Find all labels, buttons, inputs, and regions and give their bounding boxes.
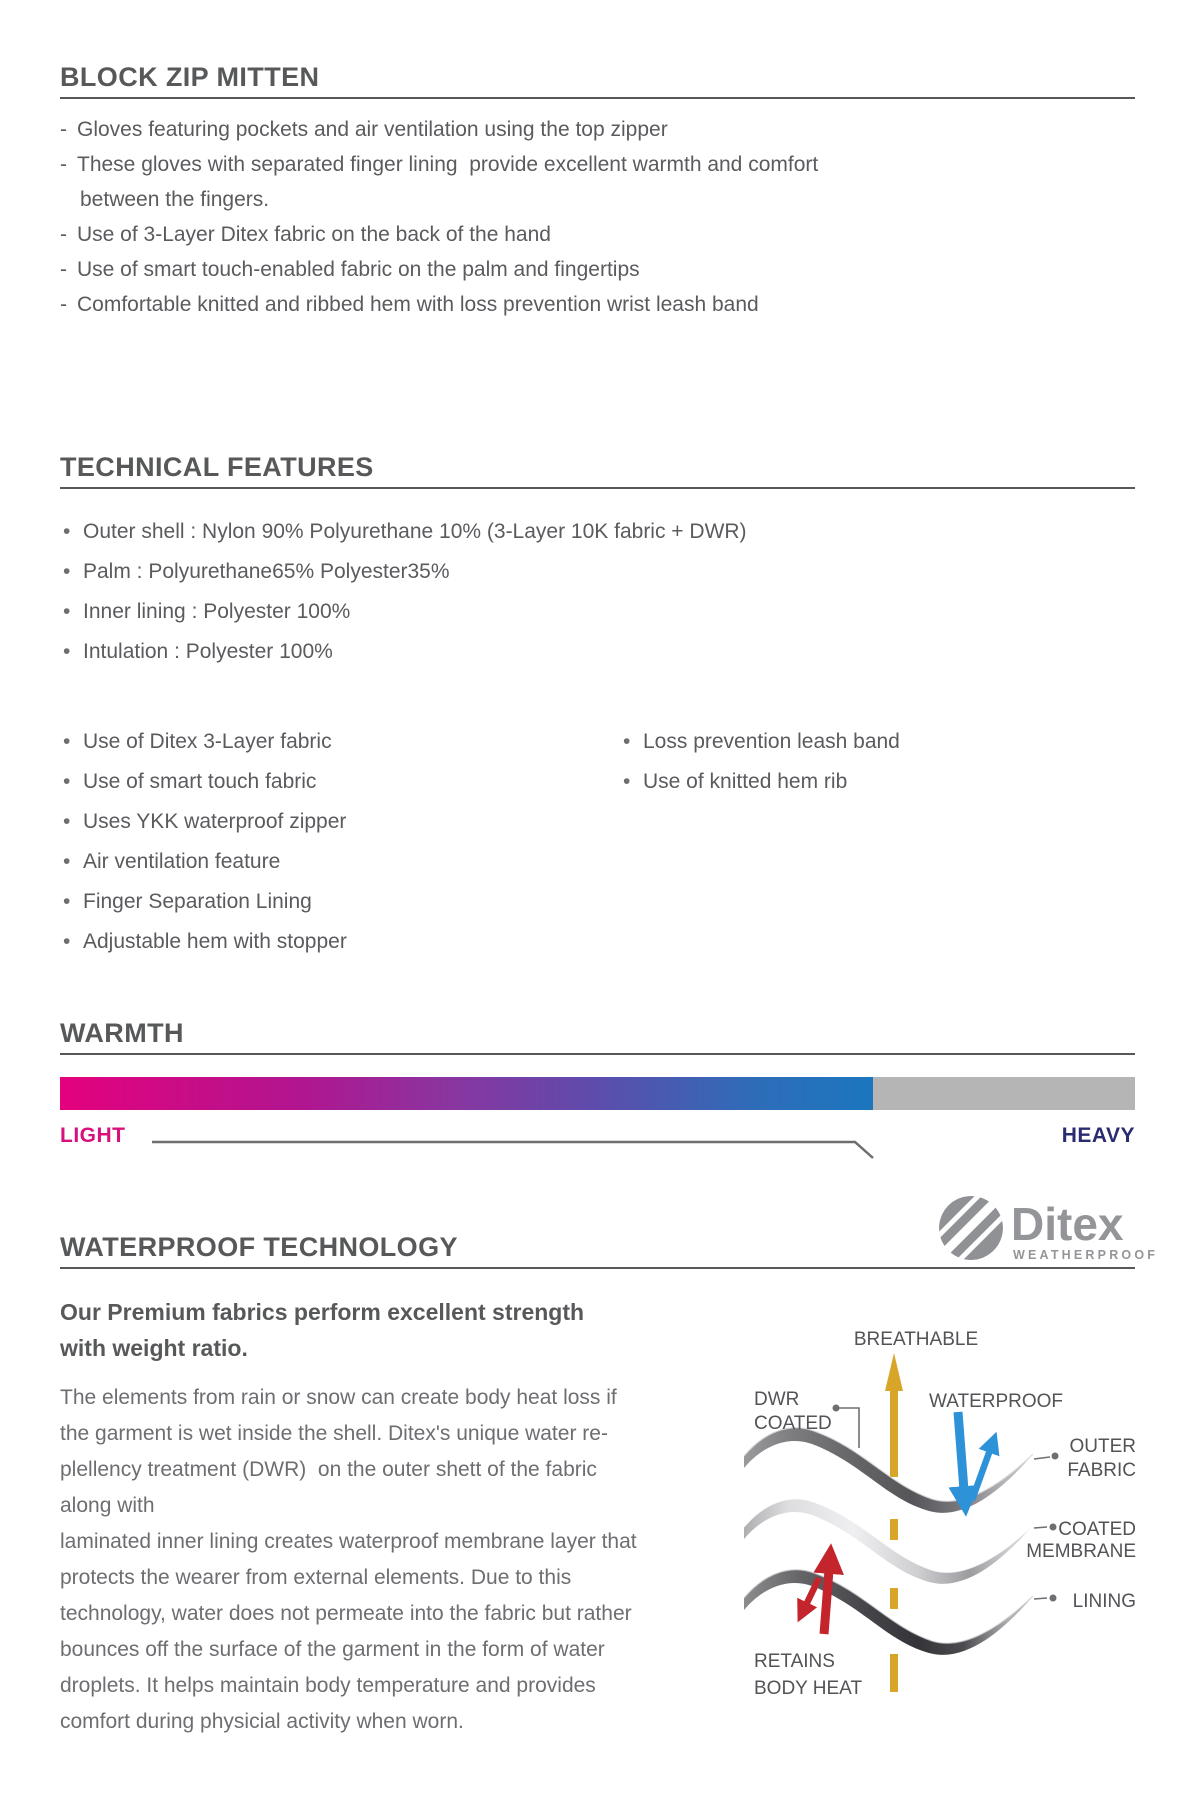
body-line: droplets. It helps maintain body temperature and provides — [60, 1674, 596, 1697]
breathable-arrow — [885, 1353, 903, 1692]
feature-text-continued: between the fingers. — [80, 188, 270, 211]
feature-bullet-item: • Use of knitted hem rib — [620, 762, 1100, 802]
body-line: plellency treatment (DWR) on the outer shett of the fabric — [60, 1458, 597, 1481]
retains-body-heat-label-line1: RETAINS — [754, 1651, 835, 1672]
material-item: • Inner lining : Polyester 100% — [60, 592, 1070, 632]
feature-bullet-item: • Uses YKK waterproof zipper — [60, 802, 580, 842]
feature-bullet-item: • Finger Separation Lining — [60, 882, 580, 922]
dwr-coated-label-line2: COATED — [754, 1413, 832, 1434]
body-line: bounces off the surface of the garment in the form of water — [60, 1638, 605, 1661]
material-item: • Intulation : Polyester 100% — [60, 632, 1070, 672]
waterproof-lead-text — [60, 1294, 620, 1366]
waterproof-arrows — [958, 1412, 990, 1500]
waterproof-title: WATERPROOF TECHNOLOGY — [60, 1232, 458, 1262]
warmth-title: WARMTH — [60, 1018, 184, 1048]
product-feature-item — [60, 217, 1070, 252]
product-title-header — [60, 60, 1135, 99]
product-feature-item — [60, 147, 1070, 217]
material-item: • Outer shell : Nylon 90% Polyurethane 10% (3-Layer 10K fabric + DWR) — [60, 512, 1070, 552]
warmth-light-label: LIGHT — [60, 1124, 126, 1147]
body-line: the garment is wet inside the shell. Ditex's unique water re- — [60, 1422, 608, 1445]
feature-bullets-left — [60, 722, 580, 962]
waterproof-body-text — [60, 1380, 635, 1740]
warmth-header — [60, 1016, 1135, 1055]
breathable-label: BREATHABLE — [853, 1329, 979, 1350]
material-item: • Palm : Polyurethane65% Polyester35% — [60, 552, 1070, 592]
lead-line: Our Premium fabrics perform excellent strength — [60, 1299, 585, 1325]
warmth-scale-bar — [60, 1077, 1135, 1110]
body-line: laminated inner lining creates waterproof membrane layer that — [60, 1530, 637, 1553]
lead-line: with weight ratio. — [60, 1335, 248, 1361]
page-title: BLOCK ZIP MITTEN — [60, 62, 320, 92]
dwr-coated-label-line1: DWR — [754, 1389, 800, 1410]
feature-bullets-right — [620, 722, 1100, 802]
body-line: comfort during physicial activity when worn. — [60, 1710, 464, 1733]
retains-body-heat-label-line2: BODY HEAT — [754, 1678, 863, 1699]
warmth-heavy-label: HEAVY — [1061, 1124, 1135, 1147]
fabric-layers-diagram — [640, 1150, 1140, 1710]
logo-brand-text: Ditex — [1011, 1198, 1124, 1250]
feature-bullet-item: • Adjustable hem with stopper — [60, 922, 580, 962]
feature-bullet-item: • Loss prevention leash band — [620, 722, 1100, 762]
materials-list — [60, 512, 1070, 672]
outer-fabric-label-line1: OUTER — [1069, 1436, 1136, 1457]
feature-bullet-item: • Use of Ditex 3-Layer fabric — [60, 722, 580, 762]
product-feature-item — [60, 112, 1070, 147]
product-feature-item — [60, 287, 1070, 322]
outer-fabric-label-line2: FABRIC — [1067, 1460, 1136, 1481]
technical-features-header — [60, 450, 1135, 489]
feature-text: Comfortable knitted and ribbed hem with loss prevention wrist leash band — [77, 293, 759, 316]
feature-text: These gloves with separated finger lining provide excellent warmth and comfort — [77, 153, 819, 176]
body-line: technology, water does not permeate into the fabric but rather — [60, 1602, 632, 1625]
product-feature-item — [60, 252, 1070, 287]
body-line: along with — [60, 1494, 155, 1517]
logo-tagline-text: WEATHERPROOF — [1013, 1248, 1159, 1262]
feature-text: Use of smart touch-enabled fabric on the palm and fingertips — [77, 258, 640, 281]
coated-membrane-label-line2: MEMBRANE — [1026, 1541, 1136, 1562]
body-line: protects the wearer from external elements. Due to this — [60, 1566, 572, 1589]
warmth-level-fill — [60, 1077, 873, 1110]
lining-layer — [744, 1570, 1033, 1655]
feature-text: Gloves featuring pockets and air ventilation using the top zipper — [77, 118, 668, 141]
feature-text: Use of 3-Layer Ditex fabric on the back of the hand — [77, 223, 551, 246]
waterproof-label: WATERPROOF — [928, 1391, 1064, 1412]
feature-bullet-item: • Use of smart touch fabric — [60, 762, 580, 802]
feature-bullet-item: • Air ventilation feature — [60, 842, 580, 882]
coated-membrane-label-line1: COATED — [1058, 1519, 1136, 1540]
body-line: The elements from rain or snow can create body heat loss if — [60, 1386, 617, 1409]
product-feature-list — [60, 112, 1070, 322]
technical-features-title: TECHNICAL FEATURES — [60, 452, 374, 482]
lining-label: LINING — [1072, 1591, 1136, 1612]
